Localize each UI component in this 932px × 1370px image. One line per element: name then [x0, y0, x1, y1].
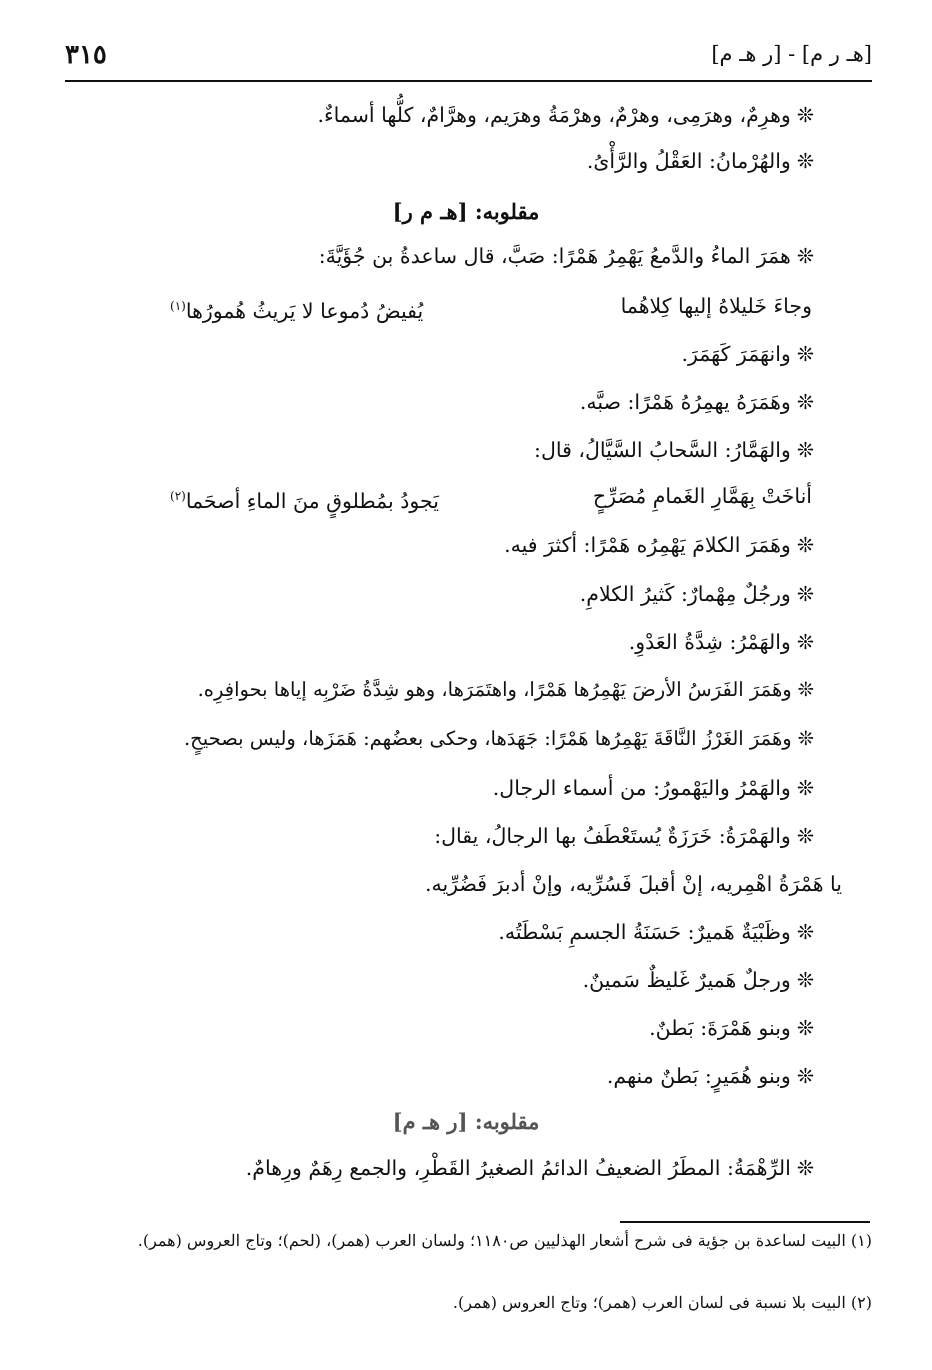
bullet-icon: ❊ — [796, 824, 814, 848]
entry-line: ❊الرِّهْمَةُ: المطَرُ الضعيفُ الدائمُ الصغيرُ القَطْرِ، والجمع رِهَمٌ ورِهامٌ. — [245, 1156, 814, 1180]
bullet-icon: ❊ — [796, 438, 814, 462]
entry-line: ❊وهَمَرَ الغَرْزُ النَّاقَةَ يَهْمِرُها هَمْرًا: جَهَدَها، وحكى بعضُهم: هَمَزَها، وليس بصحيحٍ. — [183, 727, 814, 750]
bullet-icon: ❊ — [796, 533, 814, 557]
entry-line: ❊والهَمَّارُ: السَّحابُ السَّيَّالُ، قال: — [534, 438, 814, 462]
verse-second-hemistich: يُفيضُ دُموعا لا يَريثُ هُمورُها$^{(١)}$ — [170, 298, 424, 323]
entry-line: ❊وهَمَرَهُ يهمِرُهُ هَمْرًا: صبَّه. — [579, 390, 814, 414]
footnote-divider — [620, 1221, 870, 1223]
bullet-icon: ❊ — [796, 342, 814, 366]
section-heading: مقلوبه: [ر هـ م] — [392, 1109, 540, 1134]
bullet-icon: ❊ — [796, 1156, 814, 1180]
verse-first-hemistich: وجاءَ خَليلاهُ إليها كِلاهُما — [620, 294, 812, 318]
bullet-icon: ❊ — [796, 968, 814, 992]
entry-line: ❊ورجُلٌ مِهْمارٌ: كَثيرُ الكلامِ. — [579, 582, 814, 606]
entry-line: ❊والهَمْرُ واليَهْمورُ: من أسماء الرجال. — [492, 776, 814, 800]
bullet-icon: ❊ — [796, 390, 814, 414]
bullet-icon: ❊ — [796, 103, 814, 127]
proverb-line: يا هَمْرَةُ اهْمِريه، إنْ أقبلَ فَسُرِّيه، وإنْ أدبرَ فَضُرِّيه. — [424, 872, 842, 896]
bullet-icon: ❊ — [796, 776, 814, 800]
footnote: (١) البيت لساعدة بن جؤية فى شرح أشعار الهذليين ص١١٨٠؛ ولسان العرب (همر)، (لحم)؛ وتاج العروس (همر). — [137, 1231, 872, 1250]
bullet-icon: ❊ — [796, 1016, 814, 1040]
footnote-ref: (٢) — [170, 489, 186, 503]
entry-line: ❊والهُرْمانُ: العَقْلُ والرَّأْىُ. — [586, 149, 814, 173]
entry-line: ❊والهَمْرَةُ: خَرَزَةٌ يُستَعْطَفُ بها الرجالُ، يقال: — [434, 824, 814, 848]
page-number: ٣١٥ — [65, 40, 107, 70]
bullet-icon: ❊ — [797, 678, 814, 701]
running-head: [هـ ر م] - [ر هـ م] — [711, 42, 872, 66]
entry-line: ❊وبنو هُمَيرٍ: بَطنٌ منهم. — [606, 1064, 814, 1088]
bullet-icon: ❊ — [796, 244, 814, 268]
bullet-icon: ❊ — [796, 920, 814, 944]
entry-line: ❊وهرِمٌ، وهرَمِى، وهرْمٌ، وهرْمَةُ وهرَيم، وهرَّامٌ، كلُّها أسماءٌ. — [317, 103, 814, 127]
entry-line: ❊همَرَ الماءُ والدَّمعُ يَهْمِرُ هَمْرًا: صَبَّ، قال ساعدةُ بن جُؤَيَّةَ: — [318, 244, 814, 268]
footnote: (٢) البيت بلا نسبة فى لسان العرب (همر)؛ وتاج العروس (همر). — [452, 1293, 872, 1312]
section-heading: مقلوبه: [هـ م ر] — [392, 199, 540, 224]
verse-first-hemistich: أناخَتْ بِهَمَّارِ الغَمامِ مُصَرِّحٍ — [592, 484, 812, 508]
verse-second-hemistich: يَجودُ بمُطلوقٍ منَ الماءِ أصحَما$^{(٢)}$ — [170, 488, 439, 513]
bullet-icon: ❊ — [797, 727, 814, 750]
footnote-ref: (١) — [170, 299, 186, 313]
entry-line: ❊ورجلٌ هَميرٌ غَليظٌ سَمينٌ. — [582, 968, 814, 992]
bullet-icon: ❊ — [796, 630, 814, 654]
entry-line: ❊وهَمَرَ الفَرَسُ الأرضَ يَهْمِرُها هَمْرًا، واهتَمَرَها، وهو شِدَّةُ ضَرْبِه إياها بحوافِرِه. — [197, 678, 814, 701]
entry-line: ❊وبنو هَمْرَةَ: بَطنٌ. — [649, 1016, 814, 1040]
entry-line: ❊والهَمْرُ: شِدَّةُ العَدْوِ. — [628, 630, 814, 654]
bullet-icon: ❊ — [796, 582, 814, 606]
entry-line: ❊وظَبْيَةٌ هَميرٌ: حَسَنَةُ الجسمِ بَسْطَتُه. — [498, 920, 814, 944]
page-header — [65, 40, 872, 82]
entry-line: ❊وهَمَرَ الكلامَ يَهْمِرُه هَمْرًا: أكثرَ فيه. — [504, 533, 814, 557]
entry-line: ❊وانهَمَرَ كَهَمَرَ. — [681, 342, 814, 366]
bullet-icon: ❊ — [796, 149, 814, 173]
bullet-icon: ❊ — [796, 1064, 814, 1088]
